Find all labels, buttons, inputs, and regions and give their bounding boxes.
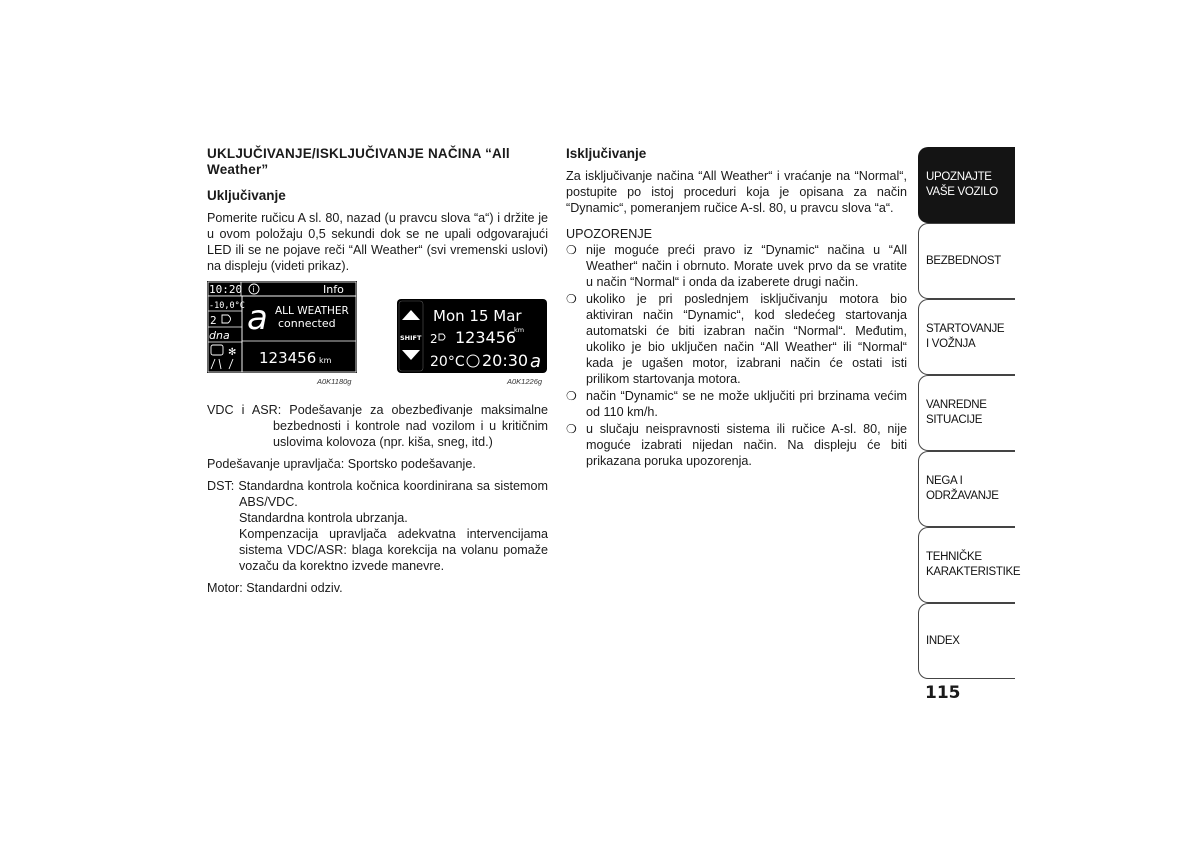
list-item (566, 291, 907, 387)
tab-label-line1: BEZBEDNOST (926, 254, 1001, 267)
tab-label-line1: INDEX (926, 634, 960, 647)
d2-mode-letter: a (530, 351, 542, 372)
item-motor (207, 580, 548, 596)
tab-label-line2: SITUACIJE (926, 414, 983, 426)
desc-steering: : Sportsko podešavanje. (340, 457, 476, 471)
term-asr: ASR (251, 403, 278, 417)
tab-upoznajte[interactable] (918, 147, 1015, 223)
display-figures (207, 281, 548, 384)
tab-label-line2: VAŠE VOZILO (926, 186, 998, 198)
circle-bullet-icon: ❍ (566, 422, 577, 436)
tab-label-line1: STARTOVANJE (926, 323, 1005, 335)
right-intro: Za isključivanje načina “All Weather“ i vraćanje na “Normal“, postupite po istoj proceduri koja je opisana za način “Dynamic“, pomeranjem ručice A-sl. 80, u pravcu slova “a“. (566, 169, 907, 215)
d1-line2: connected (278, 317, 336, 330)
d1-temp: -10,0°C (209, 301, 245, 311)
d1-line1: ALL WEATHER (275, 305, 349, 317)
d1-time: 10:20 (209, 283, 243, 296)
tab-label-line2: ODRŽAVANJE (926, 490, 999, 502)
tab-label-line2: KARAKTERISTIKE (926, 566, 1021, 578)
d1-mode-letter: a (247, 298, 268, 338)
term-dst: DST (207, 479, 231, 493)
term-vdc: VDC (207, 403, 234, 417)
figure-caption-1: A0K1180g (317, 377, 352, 386)
d1-fan-icon: ✻ (228, 347, 237, 358)
tab-label-line2: I VOŽNJA (926, 338, 976, 350)
tab-bezbednost[interactable] (918, 223, 1015, 299)
bullet-text: ukoliko je pri poslednjem isključivanju motora bio aktiviran način “Dynamic“, kod sledećeg startovanja automatski će biti izabran način “Normal“. Međutim, ukoliko je bio uključen način “All Weather“ ili “Normal“ kada je ugašen motor, izabrani način će ostati isti prilikom startovanja motora. (586, 292, 907, 386)
d1-gear: 2 (210, 314, 217, 327)
chapter-tabs (918, 147, 1021, 679)
item-dst (207, 478, 548, 510)
d1-odo-unit: km (319, 356, 332, 365)
d2-shift: SHIFT (400, 334, 422, 342)
item-dst-2: Standardna kontrola ubrzanja. (239, 511, 408, 525)
desc-vdc-asr: : Podešavanje za obezbeđivanje maksimalne bezbednosti i kontrole nad vozilom i u kritičnim uslovima kolovoza (npr. kiša, sneg, itd.) (273, 403, 549, 449)
term-motor: Motor (207, 581, 240, 595)
d1-info-label: Info (323, 283, 344, 296)
list-item (566, 421, 907, 469)
d2-gear: 2 (430, 332, 438, 346)
tab-vanredne[interactable] (918, 375, 1015, 451)
tab-nega[interactable] (918, 451, 1015, 527)
circle-bullet-icon: ❍ (566, 389, 577, 403)
list-item (566, 388, 907, 420)
list-item (566, 242, 907, 290)
tab-label-line1: VANREDNE (926, 399, 987, 411)
subheading-ukljucivanje: Uključivanje (207, 188, 286, 203)
d2-odometer: 123456 (455, 328, 517, 347)
d2-odo-unit: km (514, 326, 525, 334)
d1-info-icon: i (252, 285, 255, 294)
d1-mode-short: dna (209, 329, 230, 342)
left-column (207, 146, 548, 596)
desc-dst: : Standardna kontrola kočnica koordinirana sa sistemom ABS/VDC. (230, 479, 548, 509)
bullet-text: nije moguće preći pravo iz “Dynamic“ načina u “All Weather“ način i obrnuto. Morate uvek prvo da se vratite u način “Normal“ i onda da izaberete drugi način. (586, 243, 907, 289)
intro-paragraph: Pomerite ručicu A sl. 80, nazad (u pravcu slova “a“) i držite je u ovom položaju 0,5 sekundi dok se ne upali odgovarajući LED ili se ne pojave reči “All Weather“ (svi vremenski uslovi) na displeju (videti prikaz). (207, 211, 548, 273)
tab-label-line1: UPOZNAJTE (926, 171, 992, 183)
figure-caption-2: A0K1226g (507, 377, 543, 386)
d2-temp: 20°C (430, 354, 465, 370)
section-heading: UKLJUČIVANJE/ISKLJUČIVANJE NAČINA “All Weather” (207, 146, 510, 177)
term-steering: Podešavanje upravljača (207, 457, 341, 471)
display-figure-2 (397, 299, 547, 373)
item-steering (207, 456, 548, 472)
tab-label-line1: TEHNIČKE (926, 551, 982, 563)
desc-motor: : Standardni odziv. (239, 581, 343, 595)
item-vdc-asr (207, 402, 548, 450)
subheading-iskljucivanje: Isključivanje (566, 146, 647, 161)
circle-bullet-icon: ❍ (566, 292, 577, 306)
d2-clock: 20:30 (482, 351, 529, 370)
warning-title: UPOZORENJE (566, 227, 653, 241)
bullet-text: način “Dynamic“ se ne može uključiti pri brzinama većim od 110 km/h. (586, 389, 907, 419)
page-number: 115 (925, 683, 961, 703)
tab-index[interactable] (918, 603, 1015, 679)
term-joiner: i (233, 403, 252, 417)
tab-tehnicke[interactable] (918, 527, 1021, 603)
tab-startovanje[interactable] (918, 299, 1015, 375)
d1-odometer: 123456 (259, 349, 317, 367)
warning-list (566, 242, 907, 469)
display-figure-1 (207, 281, 357, 373)
circle-bullet-icon: ❍ (566, 243, 577, 257)
right-column (566, 146, 907, 470)
bullet-text: u slučaju neispravnosti sistema ili ručice A-sl. 80, nije moguće izabrati nijedan način. Na displeju će biti prikazana poruka upozorenja. (586, 422, 907, 468)
item-dst-3: Kompenzacija upravljača adekvatna intervencijama sistema VDC/ASR: blaga korekcija na volanu pomaže vozaču da korektno izvede manevre. (239, 527, 548, 573)
d2-date: Mon 15 Mar (433, 307, 522, 325)
tab-label-line1: NEGA I (926, 475, 963, 487)
